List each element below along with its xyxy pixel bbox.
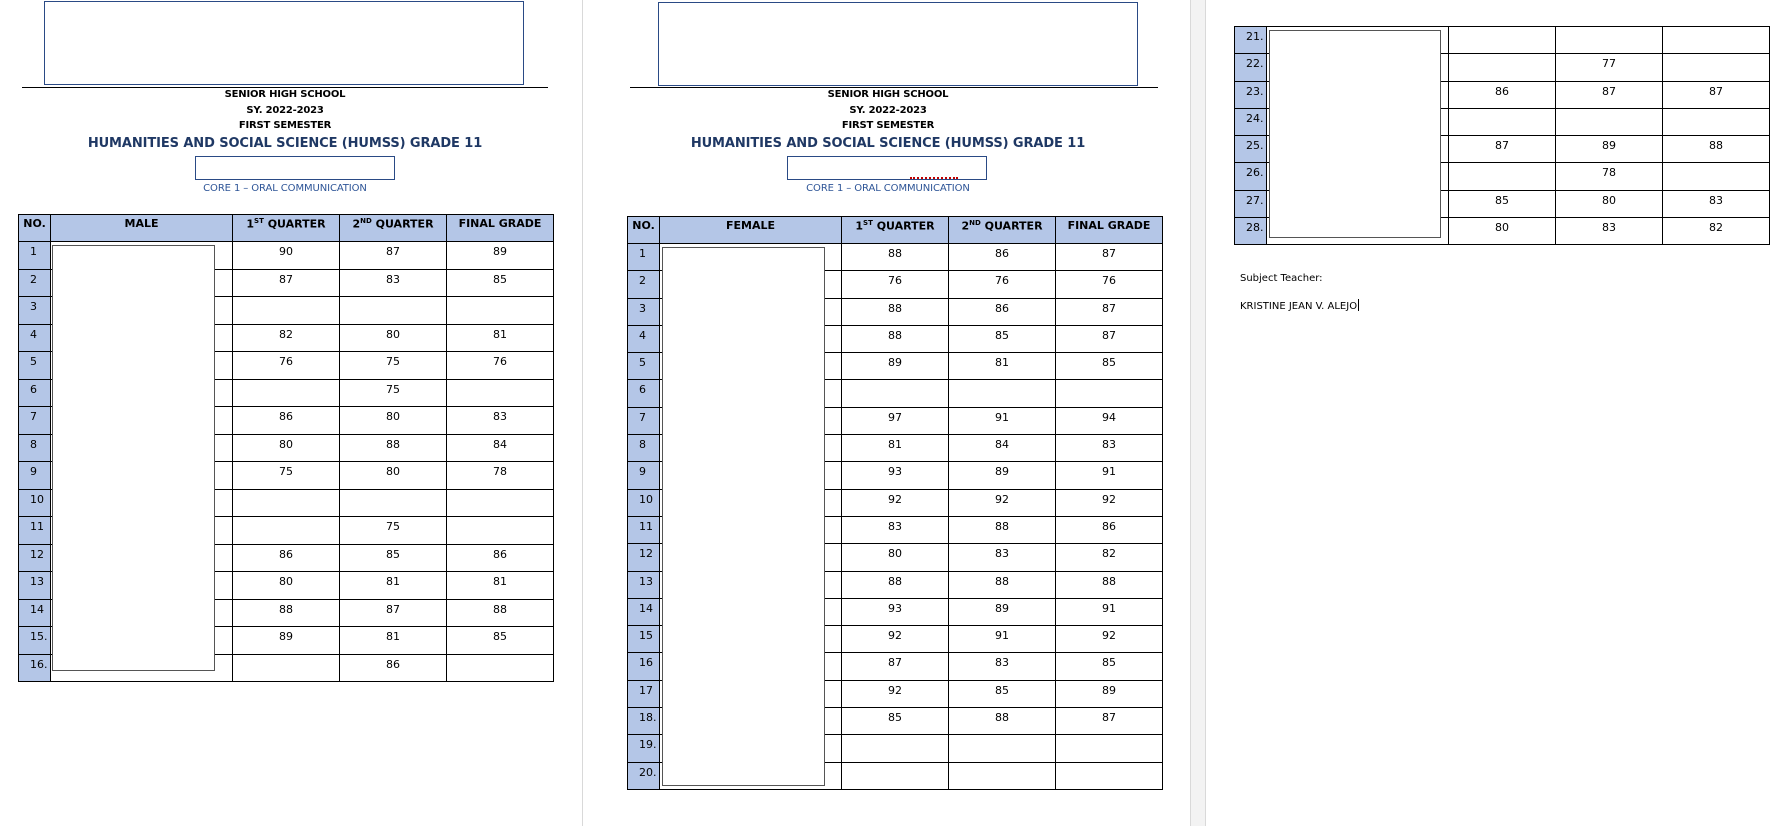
- row-number: 8: [628, 435, 660, 462]
- q2-grade: 80: [1556, 190, 1663, 217]
- row-number: 13: [19, 572, 51, 600]
- q2-grade: 88: [949, 571, 1056, 598]
- q2-grade: [1556, 108, 1663, 135]
- final-grade: 81: [447, 572, 554, 600]
- q2-grade: 88: [949, 708, 1056, 735]
- row-number: 11: [19, 517, 51, 545]
- final-grade: [447, 654, 554, 682]
- q1-grade: 87: [1449, 136, 1556, 163]
- q1-grade: 88: [842, 571, 949, 598]
- row-number: 15: [628, 626, 660, 653]
- page-gutter: [1190, 0, 1206, 826]
- q2-grade: 75: [340, 352, 447, 380]
- redacted-names-female-continued: [1269, 30, 1441, 238]
- text-cursor: [1358, 299, 1359, 311]
- q1-grade: [1449, 163, 1556, 190]
- q1-grade: 97: [842, 407, 949, 434]
- final-grade: 92: [1056, 489, 1163, 516]
- row-number: 11: [628, 516, 660, 543]
- header-rule: [22, 87, 548, 88]
- q1-grade: [1449, 27, 1556, 54]
- q1-grade: 80: [842, 544, 949, 571]
- q1-grade: 80: [233, 434, 340, 462]
- col-header-male: MALE: [51, 215, 233, 242]
- page-female: [583, 0, 1190, 826]
- final-grade: 87: [1056, 708, 1163, 735]
- q1-grade: 86: [233, 407, 340, 435]
- q2-grade: 89: [949, 598, 1056, 625]
- final-grade: [1056, 735, 1163, 762]
- final-grade: 81: [447, 324, 554, 352]
- row-number: 16: [628, 653, 660, 680]
- final-grade: [1056, 380, 1163, 407]
- q2-grade: 81: [340, 572, 447, 600]
- q1-grade: 76: [842, 271, 949, 298]
- q1-grade: 92: [842, 626, 949, 653]
- final-grade: 94: [1056, 407, 1163, 434]
- row-number: 28.: [1235, 218, 1267, 245]
- q2-grade: 75: [340, 517, 447, 545]
- row-number: 21.: [1235, 27, 1267, 54]
- col-header-female: FEMALE: [660, 217, 842, 244]
- row-number: 10: [19, 489, 51, 517]
- final-grade: 84: [447, 434, 554, 462]
- q2-grade: 89: [949, 462, 1056, 489]
- q2-grade: 91: [949, 626, 1056, 653]
- q1-grade: 82: [233, 324, 340, 352]
- final-grade: [447, 297, 554, 325]
- q1-grade: [1449, 108, 1556, 135]
- final-grade: [1663, 54, 1770, 81]
- row-number: 25.: [1235, 136, 1267, 163]
- q1-grade: 93: [842, 598, 949, 625]
- row-number: 12: [628, 544, 660, 571]
- final-grade: [447, 379, 554, 407]
- q1-grade: [233, 654, 340, 682]
- q2-grade: [949, 762, 1056, 789]
- row-number: 22.: [1235, 54, 1267, 81]
- final-grade: [1663, 27, 1770, 54]
- q2-grade: [340, 297, 447, 325]
- final-grade: [1663, 163, 1770, 190]
- q2-grade: 88: [340, 434, 447, 462]
- q2-grade: 86: [949, 244, 1056, 271]
- q2-grade: 81: [949, 353, 1056, 380]
- q2-grade: 75: [340, 379, 447, 407]
- subject-label: CORE 1 – ORAL COMMUNICATION: [806, 183, 970, 194]
- q1-grade: [233, 517, 340, 545]
- row-number: 20.: [628, 762, 660, 789]
- final-grade: [447, 489, 554, 517]
- q1-grade: 88: [842, 244, 949, 271]
- final-grade: 83: [447, 407, 554, 435]
- col-header-q2: 2ND QUARTER: [949, 217, 1056, 244]
- row-number: 18.: [628, 708, 660, 735]
- col-header-q1: 1ST QUARTER: [233, 215, 340, 242]
- page-male: [0, 0, 582, 826]
- q2-grade: 83: [1556, 218, 1663, 245]
- page-female-continued: [1206, 0, 1790, 826]
- final-grade: 76: [1056, 271, 1163, 298]
- row-number: 24.: [1235, 108, 1267, 135]
- subject-teacher-name[interactable]: KRISTINE JEAN V. ALEJO: [1240, 301, 1358, 312]
- final-grade: 78: [447, 462, 554, 490]
- row-number: 23.: [1235, 81, 1267, 108]
- final-grade: 91: [1056, 598, 1163, 625]
- q1-grade: 86: [233, 544, 340, 572]
- header-logo-box: [44, 1, 524, 85]
- q2-grade: [949, 380, 1056, 407]
- q1-grade: 81: [842, 435, 949, 462]
- row-number: 2: [628, 271, 660, 298]
- final-grade: 88: [1663, 136, 1770, 163]
- final-grade: 82: [1663, 218, 1770, 245]
- row-number: 26.: [1235, 163, 1267, 190]
- final-grade: 76: [447, 352, 554, 380]
- q2-grade: 88: [949, 516, 1056, 543]
- q2-grade: 80: [340, 462, 447, 490]
- header-rule: [630, 87, 1158, 88]
- q1-grade: [1449, 54, 1556, 81]
- col-header-final: FINAL GRADE: [447, 215, 554, 242]
- row-number: 9: [19, 462, 51, 490]
- row-number: 1: [628, 244, 660, 271]
- row-number: 3: [19, 297, 51, 325]
- row-number: 13: [628, 571, 660, 598]
- final-grade: 86: [1056, 516, 1163, 543]
- q2-grade: 87: [340, 242, 447, 270]
- final-grade: 82: [1056, 544, 1163, 571]
- q1-grade: [233, 297, 340, 325]
- q1-grade: 93: [842, 462, 949, 489]
- row-number: 4: [19, 324, 51, 352]
- q2-grade: 77: [1556, 54, 1663, 81]
- q2-grade: 92: [949, 489, 1056, 516]
- row-number: 9: [628, 462, 660, 489]
- final-grade: 92: [1056, 626, 1163, 653]
- q2-grade: 87: [340, 599, 447, 627]
- q2-grade: [949, 735, 1056, 762]
- row-number: 4: [628, 325, 660, 352]
- final-grade: 87: [1056, 325, 1163, 352]
- section-name-box: [195, 156, 395, 180]
- subject-teacher-label: Subject Teacher:: [1240, 273, 1323, 284]
- row-number: 16.: [19, 654, 51, 682]
- q1-grade: 85: [1449, 190, 1556, 217]
- final-grade: [447, 517, 554, 545]
- semester-label: FIRST SEMESTER: [841, 120, 935, 131]
- row-number: 7: [628, 407, 660, 434]
- q2-grade: 83: [340, 269, 447, 297]
- final-grade: 85: [1056, 353, 1163, 380]
- final-grade: 83: [1663, 190, 1770, 217]
- header-logo-box: [658, 2, 1138, 86]
- final-grade: 89: [1056, 680, 1163, 707]
- row-number: 2: [19, 269, 51, 297]
- final-grade: 88: [1056, 571, 1163, 598]
- school-label: SENIOR HIGH SCHOOL: [224, 89, 346, 100]
- row-number: 7: [19, 407, 51, 435]
- final-grade: 86: [447, 544, 554, 572]
- q1-grade: 92: [842, 489, 949, 516]
- table-header-row: [628, 217, 1163, 244]
- row-number: 14: [19, 599, 51, 627]
- q1-grade: 76: [233, 352, 340, 380]
- q1-grade: 85: [842, 708, 949, 735]
- q1-grade: 89: [842, 353, 949, 380]
- row-number: 3: [628, 298, 660, 325]
- q1-grade: [233, 489, 340, 517]
- redacted-names-male: [52, 245, 215, 671]
- q2-grade: 80: [340, 407, 447, 435]
- row-number: 5: [19, 352, 51, 380]
- q1-grade: 75: [233, 462, 340, 490]
- col-header-q1: 1ST QUARTER: [842, 217, 949, 244]
- q1-grade: [842, 380, 949, 407]
- q1-grade: 80: [1449, 218, 1556, 245]
- final-grade: [1663, 108, 1770, 135]
- final-grade: 87: [1056, 244, 1163, 271]
- final-grade: 85: [447, 269, 554, 297]
- q1-grade: [842, 762, 949, 789]
- table-header-row: [19, 215, 554, 242]
- q2-grade: 85: [340, 544, 447, 572]
- row-number: 1: [19, 242, 51, 270]
- q2-grade: 80: [340, 324, 447, 352]
- q1-grade: [842, 735, 949, 762]
- final-grade: 87: [1056, 298, 1163, 325]
- q2-grade: [340, 489, 447, 517]
- col-header-q2: 2ND QUARTER: [340, 215, 447, 242]
- col-header-no: NO.: [628, 217, 660, 244]
- q1-grade: 92: [842, 680, 949, 707]
- final-grade: 83: [1056, 435, 1163, 462]
- q1-grade: 88: [842, 325, 949, 352]
- final-grade: 91: [1056, 462, 1163, 489]
- final-grade: 85: [447, 627, 554, 655]
- strand-title: HUMANITIES AND SOCIAL SCIENCE (HUMSS) GRADE 11: [690, 136, 1086, 151]
- q1-grade: 86: [1449, 81, 1556, 108]
- q2-grade: 85: [949, 680, 1056, 707]
- final-grade: 89: [447, 242, 554, 270]
- q1-grade: 88: [233, 599, 340, 627]
- row-number: 5: [628, 353, 660, 380]
- final-grade: 87: [1663, 81, 1770, 108]
- q1-grade: 87: [842, 653, 949, 680]
- q2-grade: 78: [1556, 163, 1663, 190]
- q1-grade: [233, 379, 340, 407]
- row-number: 10: [628, 489, 660, 516]
- q1-grade: 89: [233, 627, 340, 655]
- school-year-label: SY. 2022-2023: [849, 105, 927, 116]
- q1-grade: 88: [842, 298, 949, 325]
- q1-grade: 83: [842, 516, 949, 543]
- final-grade: 85: [1056, 653, 1163, 680]
- q2-grade: 86: [340, 654, 447, 682]
- q2-grade: 76: [949, 271, 1056, 298]
- q2-grade: 84: [949, 435, 1056, 462]
- redacted-names-female: [662, 247, 825, 786]
- school-year-label: SY. 2022-2023: [246, 105, 324, 116]
- q2-grade: 81: [340, 627, 447, 655]
- q2-grade: [1556, 27, 1663, 54]
- strand-title: HUMANITIES AND SOCIAL SCIENCE (HUMSS) GRADE 11: [87, 136, 483, 151]
- q2-grade: 83: [949, 653, 1056, 680]
- col-header-final: FINAL GRADE: [1056, 217, 1163, 244]
- row-number: 14: [628, 598, 660, 625]
- q2-grade: 89: [1556, 136, 1663, 163]
- q1-grade: 87: [233, 269, 340, 297]
- row-number: 17: [628, 680, 660, 707]
- semester-label: FIRST SEMESTER: [238, 120, 332, 131]
- q2-grade: 86: [949, 298, 1056, 325]
- row-number: 6: [19, 379, 51, 407]
- q2-grade: 83: [949, 544, 1056, 571]
- school-label: SENIOR HIGH SCHOOL: [827, 89, 949, 100]
- row-number: 6: [628, 380, 660, 407]
- final-grade: 88: [447, 599, 554, 627]
- row-number: 27.: [1235, 190, 1267, 217]
- col-header-no: NO.: [19, 215, 51, 242]
- row-number: 8: [19, 434, 51, 462]
- subject-label: CORE 1 – ORAL COMMUNICATION: [203, 183, 367, 194]
- q1-grade: 90: [233, 242, 340, 270]
- q2-grade: 87: [1556, 81, 1663, 108]
- row-number: 15.: [19, 627, 51, 655]
- final-grade: [1056, 762, 1163, 789]
- row-number: 12: [19, 544, 51, 572]
- q2-grade: 91: [949, 407, 1056, 434]
- spellcheck-underline: [910, 176, 958, 179]
- row-number: 19.: [628, 735, 660, 762]
- q1-grade: 80: [233, 572, 340, 600]
- q2-grade: 85: [949, 325, 1056, 352]
